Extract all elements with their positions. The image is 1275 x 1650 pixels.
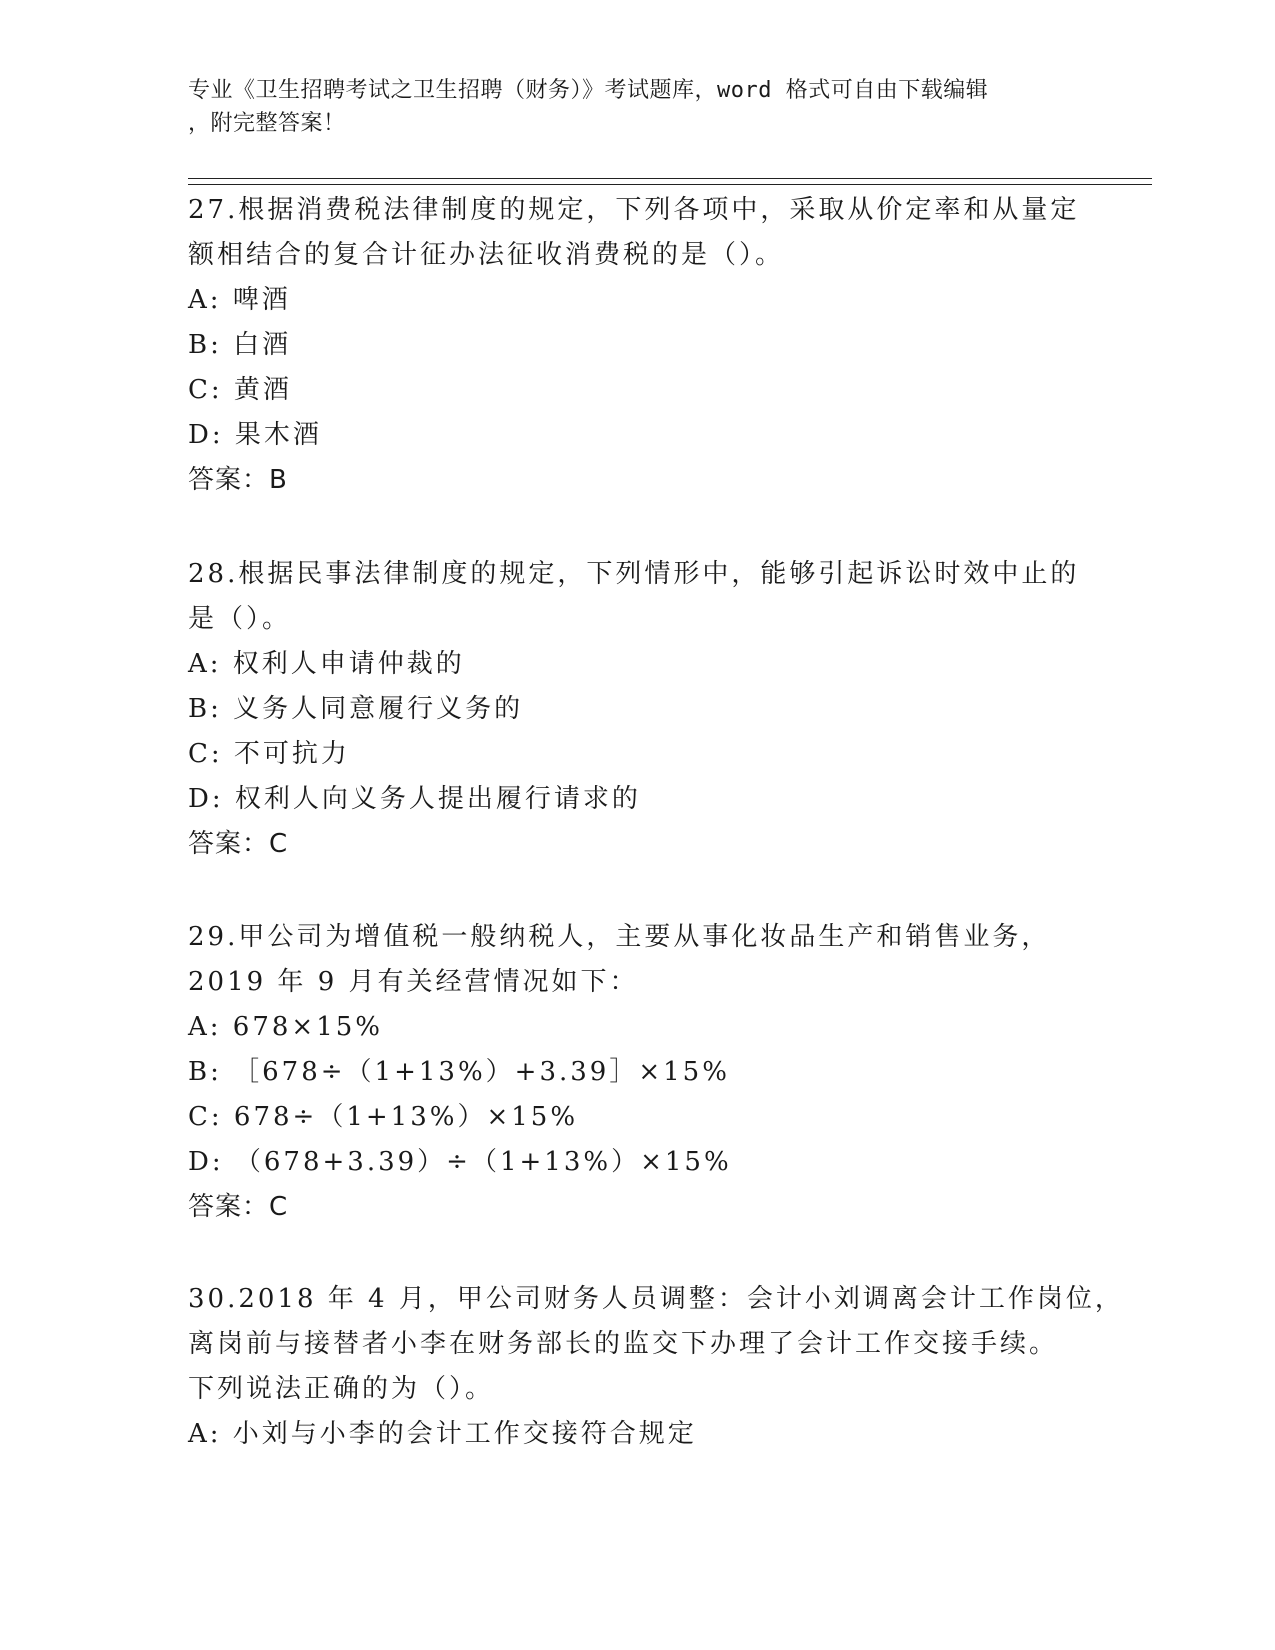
option-b: B: 白酒: [188, 330, 292, 360]
option-b: B: 义务人同意履行义务的: [188, 694, 524, 724]
option-c: C: 黄酒: [188, 375, 292, 405]
option-c: C: 678÷（1+13%）×15%: [188, 1102, 579, 1132]
option-c: C: 不可抗力: [188, 739, 350, 769]
question-stem-line: 27.根据消费税法律制度的规定，下列各项中，采取从价定率和从量定: [188, 195, 1080, 225]
header-divider-top: [188, 178, 1152, 179]
question-stem-line: 下列说法正确的为（）。: [188, 1374, 495, 1404]
question-stem-line: 28.根据民事法律制度的规定，下列情形中，能够引起诉讼时效中止的: [188, 559, 1080, 589]
header-line-2: ，附完整答案！: [188, 111, 346, 136]
question-27: [188, 188, 1088, 503]
question-stem-line: 是（）。: [188, 604, 292, 634]
question-stem-line: 30.2018 年 4 月，甲公司财务人员调整：会计小刘调离会计工作岗位，: [188, 1284, 1124, 1314]
option-d: D: 权利人向义务人提出履行请求的: [188, 784, 641, 814]
header-divider-bottom: [188, 184, 1152, 185]
header-line-1: 专业《卫生招聘考试之卫生招聘（财务）》考试题库，word 格式可自由下载编辑: [188, 78, 989, 103]
question-28: [188, 552, 1088, 867]
option-a: A: 啤酒: [188, 285, 291, 315]
option-b: B: ［678÷（1+13%）+3.39］×15%: [188, 1057, 730, 1087]
option-a: A: 678×15%: [188, 1012, 384, 1042]
answer: 答案：C: [188, 829, 289, 859]
answer: 答案：C: [188, 1192, 289, 1222]
answer: 答案：B: [188, 465, 288, 495]
option-d: D: 果木酒: [188, 420, 322, 450]
question-stem-line: 29.甲公司为增值税一般纳税人，主要从事化妆品生产和销售业务，: [188, 922, 1051, 952]
question-stem-line: 离岗前与接替者小李在财务部长的监交下办理了会计工作交接手续。: [188, 1329, 1059, 1359]
option-d: D: （678+3.39）÷（1+13%）×15%: [188, 1147, 732, 1177]
question-30: [188, 1277, 1124, 1457]
option-a: A: 权利人申请仲裁的: [188, 649, 465, 679]
document-header: [188, 74, 1088, 140]
question-stem-line: 额相结合的复合计征办法征收消费税的是（）。: [188, 240, 785, 270]
question-stem-line: 2019 年 9 月有关经营情况如下：: [188, 967, 639, 997]
question-29: [188, 915, 1088, 1230]
option-a: A: 小刘与小李的会计工作交接符合规定: [188, 1419, 697, 1449]
